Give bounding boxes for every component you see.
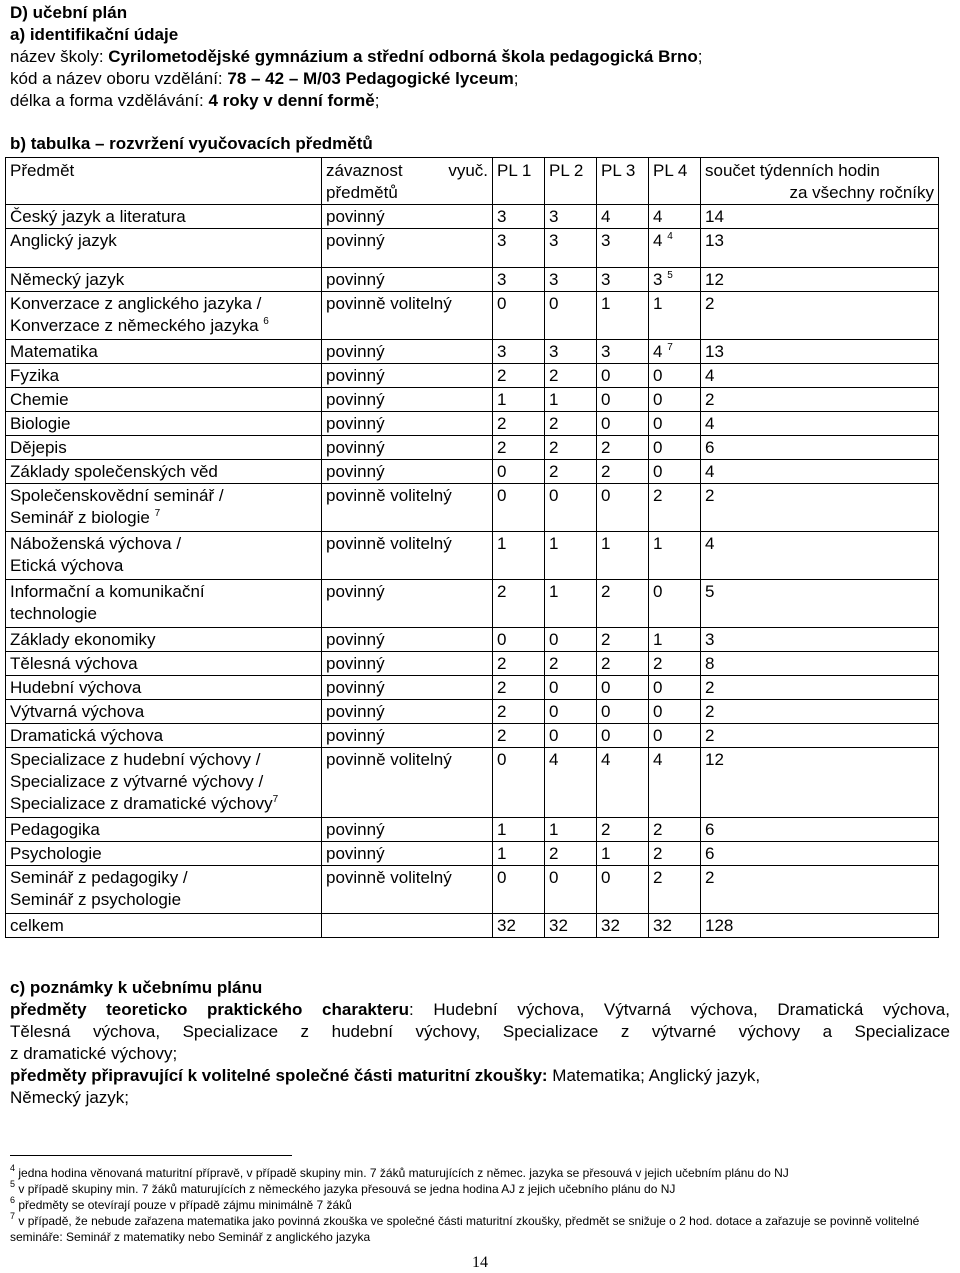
subject-cell: Německý jazyk xyxy=(6,268,322,292)
footnote xyxy=(10,1213,955,1245)
subject-text: Seminář z biologie xyxy=(10,508,150,527)
pl3-cell: 2 xyxy=(597,652,649,676)
notes-line: z dramatické výchovy; xyxy=(10,1044,178,1063)
pl3-cell: 0 xyxy=(597,866,649,914)
table-row xyxy=(6,652,939,676)
sum-cell: 128 xyxy=(701,914,939,938)
table-row xyxy=(6,842,939,866)
footnote-text: v případě, že nebude zařazena matematika jako povinná zkouška ve společné části maturitní zkoušky, předmět se snižuje o 2 hod. dotace a zařazuje se povinně volitelné semináře: Seminář z matematiky nebo Seminář z anglického jazyka xyxy=(10,1214,920,1244)
pl3-cell: 0 xyxy=(597,700,649,724)
subject-line: Společenskovědní seminář / xyxy=(10,486,224,505)
footnote-text: předměty se otevírají pouze v případě zájmu minimálně 7 žáků xyxy=(18,1198,352,1212)
pl3-cell: 2 xyxy=(597,818,649,842)
table-row xyxy=(6,460,939,484)
footnote-ref: 7 xyxy=(667,342,673,353)
subject-cell: Pedagogika xyxy=(6,818,322,842)
type-cell: povinný xyxy=(322,842,493,866)
subject-line: technologie xyxy=(10,604,97,623)
pl1-cell: 32 xyxy=(493,914,545,938)
pl4-cell xyxy=(649,268,701,292)
pl2-cell: 0 xyxy=(545,676,597,700)
pl1-cell: 1 xyxy=(493,388,545,412)
length-label: délka a forma vzdělávání: xyxy=(10,91,209,110)
sum-cell: 13 xyxy=(701,229,939,268)
pl3-cell: 0 xyxy=(597,484,649,532)
pl3-cell: 2 xyxy=(597,436,649,460)
footnote-ref: 6 xyxy=(263,316,269,327)
footnote-divider xyxy=(10,1155,292,1156)
pl1-cell: 0 xyxy=(493,460,545,484)
footnote-text: v případě skupiny min. 7 žáků maturujících z německého jazyka přesouvá se jedna hodina AJ z jejich učebního plánu do NJ xyxy=(18,1182,676,1196)
subject-line: Konverzace z anglického jazyka / xyxy=(10,294,262,313)
type-cell xyxy=(322,914,493,938)
school-end: ; xyxy=(697,47,703,66)
subject-cell: Dramatická výchova xyxy=(6,724,322,748)
pl1-cell: 2 xyxy=(493,412,545,436)
type-cell: povinný xyxy=(322,412,493,436)
table-row xyxy=(6,436,939,460)
pl3-cell: 1 xyxy=(597,842,649,866)
pl4-cell: 0 xyxy=(649,364,701,388)
header-subject: Předmět xyxy=(6,158,322,205)
pl3-cell: 2 xyxy=(597,628,649,652)
footnote xyxy=(10,1181,955,1197)
curriculum-table xyxy=(5,157,939,938)
header-sum-b: za všechny ročníky xyxy=(789,183,934,202)
type-cell: povinný xyxy=(322,628,493,652)
header-pl1: PL 1 xyxy=(493,158,545,205)
sum-cell: 12 xyxy=(701,748,939,818)
table-header-row xyxy=(6,158,939,205)
pl1-cell: 2 xyxy=(493,700,545,724)
pl2-cell: 2 xyxy=(545,652,597,676)
pl2-cell: 0 xyxy=(545,484,597,532)
notes-label: předměty připravující k volitelné společné části maturitní zkoušky: xyxy=(10,1066,548,1085)
type-cell: povinný xyxy=(322,460,493,484)
pl2-cell: 1 xyxy=(545,388,597,412)
header-type-c: předmětů xyxy=(326,183,398,202)
notes-colon: : xyxy=(408,1000,414,1019)
pl1-cell: 2 xyxy=(493,724,545,748)
school-name: Cyrilometodějské gymnázium a střední odborná škola pedagogická Brno xyxy=(108,47,698,66)
pl4-cell: 1 xyxy=(649,292,701,340)
pl2-cell: 0 xyxy=(545,292,597,340)
type-cell: povinný xyxy=(322,724,493,748)
type-cell: povinný xyxy=(322,364,493,388)
pl4-cell: 2 xyxy=(649,652,701,676)
table-row xyxy=(6,268,939,292)
footnote-ref: 7 xyxy=(154,508,161,519)
subject-cell: Fyzika xyxy=(6,364,322,388)
notes-text: Hudební výchova, Výtvarná výchova, Dramatická výchova, xyxy=(413,1000,950,1019)
sum-cell: 6 xyxy=(701,818,939,842)
table-row xyxy=(6,205,939,229)
school-label: název školy: xyxy=(10,47,109,66)
subject-line xyxy=(10,507,317,529)
subject-cell xyxy=(6,866,322,914)
pl3-cell: 0 xyxy=(597,676,649,700)
type-cell: povinný xyxy=(322,229,493,268)
pl4-cell: 0 xyxy=(649,580,701,628)
sum-cell: 3 xyxy=(701,628,939,652)
field-value: 78 – 42 – M/03 Pedagogické lyceum xyxy=(227,69,514,88)
pl4-cell: 0 xyxy=(649,436,701,460)
type-cell: povinný xyxy=(322,580,493,628)
notes-line xyxy=(10,999,950,1021)
notes-section xyxy=(10,977,950,1109)
pl3-cell: 1 xyxy=(597,532,649,580)
table-row xyxy=(6,676,939,700)
footnote xyxy=(10,1165,955,1181)
pl4-cell: 1 xyxy=(649,532,701,580)
pl2-cell: 2 xyxy=(545,436,597,460)
sum-cell: 2 xyxy=(701,676,939,700)
type-cell: povinný xyxy=(322,388,493,412)
subject-cell: Dějepis xyxy=(6,436,322,460)
sum-cell: 2 xyxy=(701,388,939,412)
pl3-cell: 3 xyxy=(597,340,649,364)
pl1-cell: 1 xyxy=(493,818,545,842)
pl3-cell: 0 xyxy=(597,724,649,748)
sum-cell: 14 xyxy=(701,205,939,229)
pl1-cell: 0 xyxy=(493,866,545,914)
subject-cell: Základy společenských věd xyxy=(6,460,322,484)
pl2-cell: 3 xyxy=(545,205,597,229)
pl1-cell: 3 xyxy=(493,205,545,229)
pl4-cell: 0 xyxy=(649,700,701,724)
header-pl3: PL 3 xyxy=(597,158,649,205)
table-row xyxy=(6,724,939,748)
subject-cell: Chemie xyxy=(6,388,322,412)
table-row xyxy=(6,628,939,652)
pl1-cell: 2 xyxy=(493,580,545,628)
table-row xyxy=(6,700,939,724)
type-cell: povinný xyxy=(322,205,493,229)
type-cell: povinný xyxy=(322,652,493,676)
subject-cell xyxy=(6,580,322,628)
footnote-number: 7 xyxy=(10,1211,16,1221)
table-heading: b) tabulka – rozvržení vyučovacích předmětů xyxy=(10,134,373,153)
sum-cell: 2 xyxy=(701,292,939,340)
pl4-cell: 4 xyxy=(649,205,701,229)
table-row xyxy=(6,364,939,388)
pl4-value: 3 xyxy=(653,270,663,289)
notes-heading: c) poznámky k učebnímu plánu xyxy=(10,978,263,997)
pl1-cell: 3 xyxy=(493,229,545,268)
pl2-cell: 2 xyxy=(545,460,597,484)
table-row xyxy=(6,532,939,580)
identification-section xyxy=(10,2,702,112)
pl3-cell: 0 xyxy=(597,388,649,412)
subject-line xyxy=(10,315,317,337)
table-row xyxy=(6,412,939,436)
type-cell: povinný xyxy=(322,436,493,460)
pl2-cell: 3 xyxy=(545,340,597,364)
pl2-cell: 2 xyxy=(545,364,597,388)
header-pl4: PL 4 xyxy=(649,158,701,205)
pl1-cell: 3 xyxy=(493,340,545,364)
table-row xyxy=(6,388,939,412)
footnote-number: 4 xyxy=(10,1163,16,1173)
subject-cell xyxy=(6,532,322,580)
type-cell: povinný xyxy=(322,340,493,364)
pl2-cell: 0 xyxy=(545,628,597,652)
header-type-a: závaznost xyxy=(326,161,403,180)
pl3-cell: 3 xyxy=(597,229,649,268)
header-type-b: vyuč. xyxy=(448,161,488,180)
pl1-cell: 0 xyxy=(493,748,545,818)
pl2-cell: 2 xyxy=(545,412,597,436)
header-sum-a: součet týdenních hodin xyxy=(705,161,880,180)
table-row xyxy=(6,748,939,818)
type-cell: povinně volitelný xyxy=(322,532,493,580)
subject-line xyxy=(10,793,317,815)
type-cell: povinně volitelný xyxy=(322,292,493,340)
pl4-cell: 2 xyxy=(649,842,701,866)
pl4-cell xyxy=(649,229,701,268)
page-number: 14 xyxy=(472,1254,488,1271)
pl1-cell: 3 xyxy=(493,268,545,292)
subject-line: Seminář z pedagogiky / xyxy=(10,868,188,887)
pl2-cell: 0 xyxy=(545,724,597,748)
pl4-value: 4 xyxy=(653,231,663,250)
subject-cell xyxy=(6,484,322,532)
subject-cell: Výtvarná výchova xyxy=(6,700,322,724)
pl4-cell: 32 xyxy=(649,914,701,938)
subject-line: Náboženská výchova / xyxy=(10,534,182,553)
pl4-cell: 2 xyxy=(649,866,701,914)
sum-cell: 2 xyxy=(701,866,939,914)
pl2-cell: 3 xyxy=(545,229,597,268)
footnote-ref: 7 xyxy=(272,794,279,805)
field-end: ; xyxy=(513,69,519,88)
total-row xyxy=(6,914,939,938)
sum-cell: 8 xyxy=(701,652,939,676)
pl1-cell: 1 xyxy=(493,532,545,580)
subject-line: Informační a komunikační xyxy=(10,582,205,601)
sum-cell: 5 xyxy=(701,580,939,628)
type-cell: povinný xyxy=(322,676,493,700)
notes-line: Tělesná výchova, Specializace z hudební výchovy, Specializace z výtvarné výchovy a Specializace xyxy=(10,1022,950,1041)
pl3-cell: 0 xyxy=(597,364,649,388)
pl3-cell: 2 xyxy=(597,580,649,628)
pl2-cell: 2 xyxy=(545,842,597,866)
pl4-value: 4 xyxy=(653,342,663,361)
subject-cell: Základy ekonomiky xyxy=(6,628,322,652)
sum-cell: 13 xyxy=(701,340,939,364)
subject-line: Specializace z výtvarné výchovy / xyxy=(10,772,264,791)
pl3-cell: 2 xyxy=(597,460,649,484)
pl4-cell: 0 xyxy=(649,676,701,700)
header-pl2: PL 2 xyxy=(545,158,597,205)
subject-line: Etická výchova xyxy=(10,556,124,575)
sum-cell: 2 xyxy=(701,484,939,532)
pl4-cell: 0 xyxy=(649,412,701,436)
field-line xyxy=(10,68,702,90)
subject-cell: Anglický jazyk xyxy=(6,229,322,268)
length-value: 4 roky v denní formě xyxy=(208,91,375,110)
pl2-cell: 0 xyxy=(545,866,597,914)
pl1-cell: 1 xyxy=(493,842,545,866)
sum-cell: 12 xyxy=(701,268,939,292)
pl1-cell: 0 xyxy=(493,628,545,652)
subject-cell: Biologie xyxy=(6,412,322,436)
subject-cell: Psychologie xyxy=(6,842,322,866)
pl3-cell: 1 xyxy=(597,292,649,340)
identification-heading: a) identifikační údaje xyxy=(10,25,179,44)
subject-cell: celkem xyxy=(6,914,322,938)
school-line xyxy=(10,46,702,68)
subject-line: Specializace z hudební výchovy / xyxy=(10,750,261,769)
subject-cell: Tělesná výchova xyxy=(6,652,322,676)
pl4-cell: 4 xyxy=(649,748,701,818)
pl4-cell: 0 xyxy=(649,724,701,748)
pl1-cell: 2 xyxy=(493,652,545,676)
type-cell: povinný xyxy=(322,700,493,724)
table-row xyxy=(6,484,939,532)
notes-line xyxy=(10,1065,950,1087)
pl1-cell: 0 xyxy=(493,292,545,340)
footnote-ref: 4 xyxy=(667,231,673,242)
pl2-cell: 32 xyxy=(545,914,597,938)
pl3-cell: 32 xyxy=(597,914,649,938)
footnote-number: 5 xyxy=(10,1179,16,1189)
type-cell: povinně volitelný xyxy=(322,866,493,914)
footnote-number: 6 xyxy=(10,1195,16,1205)
header-type xyxy=(322,158,493,205)
subject-cell xyxy=(6,292,322,340)
header-sum xyxy=(701,158,939,205)
footnote-ref: 5 xyxy=(667,270,673,281)
table-row xyxy=(6,866,939,914)
sum-cell: 2 xyxy=(701,724,939,748)
pl1-cell: 0 xyxy=(493,484,545,532)
pl4-cell: 1 xyxy=(649,628,701,652)
pl1-cell: 2 xyxy=(493,364,545,388)
field-label: kód a název oboru vzdělání: xyxy=(10,69,228,88)
subject-line: Seminář z psychologie xyxy=(10,890,182,909)
notes-label: předměty teoreticko praktického charakteru xyxy=(10,1000,409,1019)
notes-text: Matematika; Anglický jazyk, xyxy=(547,1066,761,1085)
table-row xyxy=(6,818,939,842)
pl1-cell: 2 xyxy=(493,676,545,700)
pl3-cell: 4 xyxy=(597,748,649,818)
subject-text: Specializace z dramatické výchovy xyxy=(10,794,273,813)
type-cell: povinný xyxy=(322,268,493,292)
type-cell: povinný xyxy=(322,818,493,842)
pl4-cell: 2 xyxy=(649,818,701,842)
sum-cell: 4 xyxy=(701,412,939,436)
footnote-text: jedna hodina věnovaná maturitní přípravě, v případě skupiny min. 7 žáků maturujících z němec. jazyka se přesouvá v jejich učebním plánu do NJ xyxy=(18,1166,789,1180)
table-row xyxy=(6,229,939,268)
subject-cell: Český jazyk a literatura xyxy=(6,205,322,229)
plan-heading: D) učební plán xyxy=(10,3,128,22)
subject-cell xyxy=(6,748,322,818)
table-row xyxy=(6,580,939,628)
footnotes xyxy=(10,1165,955,1245)
notes-line: Německý jazyk; xyxy=(10,1088,130,1107)
subject-cell: Hudební výchova xyxy=(6,676,322,700)
sum-cell: 4 xyxy=(701,532,939,580)
sum-cell: 2 xyxy=(701,700,939,724)
length-line xyxy=(10,90,702,112)
subject-text: Konverzace z německého jazyka xyxy=(10,316,259,335)
pl1-cell: 2 xyxy=(493,436,545,460)
type-cell: povinně volitelný xyxy=(322,484,493,532)
pl4-cell xyxy=(649,340,701,364)
sum-cell: 4 xyxy=(701,460,939,484)
length-end: ; xyxy=(374,91,380,110)
pl2-cell: 1 xyxy=(545,532,597,580)
pl2-cell: 0 xyxy=(545,700,597,724)
pl3-cell: 0 xyxy=(597,412,649,436)
pl2-cell: 1 xyxy=(545,818,597,842)
sum-cell: 4 xyxy=(701,364,939,388)
pl4-cell: 0 xyxy=(649,388,701,412)
pl3-cell: 3 xyxy=(597,268,649,292)
pl4-cell: 2 xyxy=(649,484,701,532)
subject-cell: Matematika xyxy=(6,340,322,364)
pl2-cell: 1 xyxy=(545,580,597,628)
pl3-cell: 4 xyxy=(597,205,649,229)
table-row xyxy=(6,292,939,340)
sum-cell: 6 xyxy=(701,436,939,460)
footnote xyxy=(10,1197,955,1213)
pl2-cell: 4 xyxy=(545,748,597,818)
pl4-cell: 0 xyxy=(649,460,701,484)
pl2-cell: 3 xyxy=(545,268,597,292)
sum-cell: 6 xyxy=(701,842,939,866)
type-cell: povinně volitelný xyxy=(322,748,493,818)
table-row xyxy=(6,340,939,364)
